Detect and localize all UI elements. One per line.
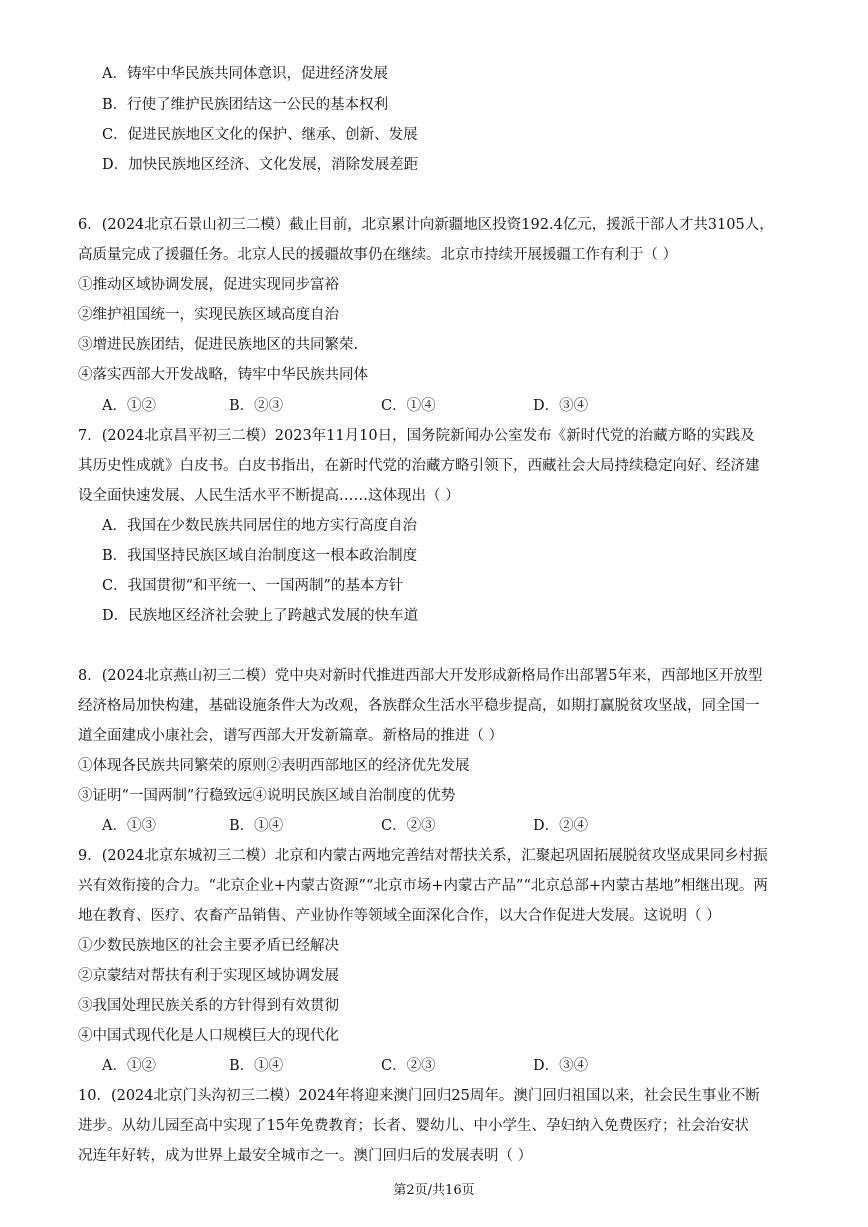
question-text-line: ①少数民族地区的社会主要矛盾已经解决 bbox=[78, 938, 339, 954]
question-text-line: 9．(2024北京东城初三二模）北京和内蒙古两地完善结对帮扶关系，汇聚起巩固拓展脱贫攻坚成果同乡村振 bbox=[78, 848, 768, 864]
answer-choice: C．②③ bbox=[381, 818, 436, 834]
answer-choices-row bbox=[102, 816, 792, 836]
question-text-line: ③增进民族团结，促进民族地区的共同繁荣. bbox=[78, 337, 359, 353]
question-text-line: ①体现各民族共同繁荣的原则②表明西部地区的经济优先发展 bbox=[78, 758, 470, 774]
question-text-line: ②维护祖国统一，实现民族区域高度自治 bbox=[78, 307, 339, 323]
question-text-line: 10．(2024北京门头沟初三二模）2024年将迎来澳门回归25周年。澳门回归祖国以来，社会民生事业不断 bbox=[78, 1088, 760, 1104]
question-text-line: ③我国处理民族关系的方针得到有效贯彻 bbox=[78, 998, 339, 1014]
answer-choice: B．①④ bbox=[229, 1058, 284, 1074]
question-text-line: 设全面快速发展、人民生活水平不断提高……这体现出（ ） bbox=[78, 488, 460, 504]
answer-option: A．铸牢中华民族共同体意识，促进经济发展 bbox=[102, 66, 388, 82]
answer-choice: A．①② bbox=[102, 398, 156, 414]
answer-choice: C．①④ bbox=[381, 398, 436, 414]
answer-option: D．民族地区经济社会驶上了跨越式发展的快车道 bbox=[102, 608, 419, 624]
answer-option: A．我国在少数民族共同居住的地方实行高度自治 bbox=[102, 518, 417, 534]
question-text-line: 其历史性成就》白皮书。白皮书指出，在新时代党的治藏方略引领下，西藏社会大局持续稳定向好、经济建 bbox=[78, 458, 760, 474]
question-text-line: 7．(2024北京昌平初三二模）2023年11月10日，国务院新闻办公室发布《新时代党的治藏方略的实践及 bbox=[78, 428, 755, 444]
question-text-line: ①推动区域协调发展，促进实现同步富裕 bbox=[78, 277, 339, 293]
answer-option: B．我国坚持民族区域自治制度这一根本政治制度 bbox=[102, 548, 418, 564]
answer-option: C．促进民族地区文化的保护、继承、创新、发展 bbox=[102, 127, 418, 143]
question-text-line: 兴有效衔接的合力。“北京企业+内蒙古资源”“北京市场+内蒙古产品”“北京总部+内蒙古基地”相继出现。两 bbox=[78, 878, 768, 894]
question-text-line: 高质量完成了援疆任务。北京人民的援疆故事仍在继续。北京市持续开展援疆工作有利于（ ） bbox=[78, 247, 678, 263]
question-text-line: ④中国式现代化是人口规模巨大的现代化 bbox=[78, 1028, 339, 1044]
question-text-line: ③证明“一国两制”行稳致远④说明民族区域自治制度的优势 bbox=[78, 788, 456, 804]
question-text-line: 经济格局加快构建，基础设施条件大为改观，各族群众生活水平稳步提高，如期打赢脱贫攻坚战，同全国一 bbox=[78, 698, 760, 714]
answer-option: D．加快民族地区经济、文化发展，消除发展差距 bbox=[102, 157, 419, 173]
answer-choice: A．①③ bbox=[102, 818, 156, 834]
question-text-line: 6．(2024北京石景山初三二模）截止目前，北京累计向新疆地区投资192.4亿元，援派干部人才共3105人， bbox=[78, 217, 774, 233]
answer-choice: A．①② bbox=[102, 1058, 156, 1074]
question-text-line: 8．(2024北京燕山初三二模）党中央对新时代推进西部大开发形成新格局作出部署5年来，西部地区开放型 bbox=[78, 668, 763, 684]
answer-choice: B．①④ bbox=[229, 818, 284, 834]
answer-option: C．我国贯彻“和平统一、一国两制”的基本方针 bbox=[102, 578, 404, 594]
answer-choices-row bbox=[102, 1056, 792, 1076]
question-text-line: 况连年好转，成为世界上最安全城市之一。澳门回归后的发展表明（ ） bbox=[78, 1148, 533, 1164]
page-footer: 第2页/共16页 bbox=[393, 1183, 475, 1198]
answer-choice: D．③④ bbox=[533, 398, 589, 414]
question-text-line: ②京蒙结对帮扶有利于实现区域协调发展 bbox=[78, 968, 339, 984]
answer-choice: C．②③ bbox=[381, 1058, 436, 1074]
question-text-line: 地在教育、医疗、农畜产品销售、产业协作等领域全面深化合作，以大合作促进大发展。这说明（ ） bbox=[78, 908, 721, 924]
answer-choice: D．②④ bbox=[533, 818, 589, 834]
question-text-line: 道全面建成小康社会，谱写西部大开发新篇章。新格局的推进（ ） bbox=[78, 728, 504, 744]
answer-choice: B．②③ bbox=[229, 398, 284, 414]
answer-choice: D．③④ bbox=[533, 1058, 589, 1074]
answer-option: B．行使了维护民族团结这一公民的基本权利 bbox=[102, 97, 389, 113]
question-text-line: 进步。从幼儿园至高中实现了15年免费教育；长者、婴幼儿、中小学生、孕妇纳入免费医疗；社会治安状 bbox=[78, 1118, 749, 1134]
answer-choices-row bbox=[102, 396, 792, 416]
question-text-line: ④落实西部大开发战略，铸牢中华民族共同体 bbox=[78, 367, 368, 383]
